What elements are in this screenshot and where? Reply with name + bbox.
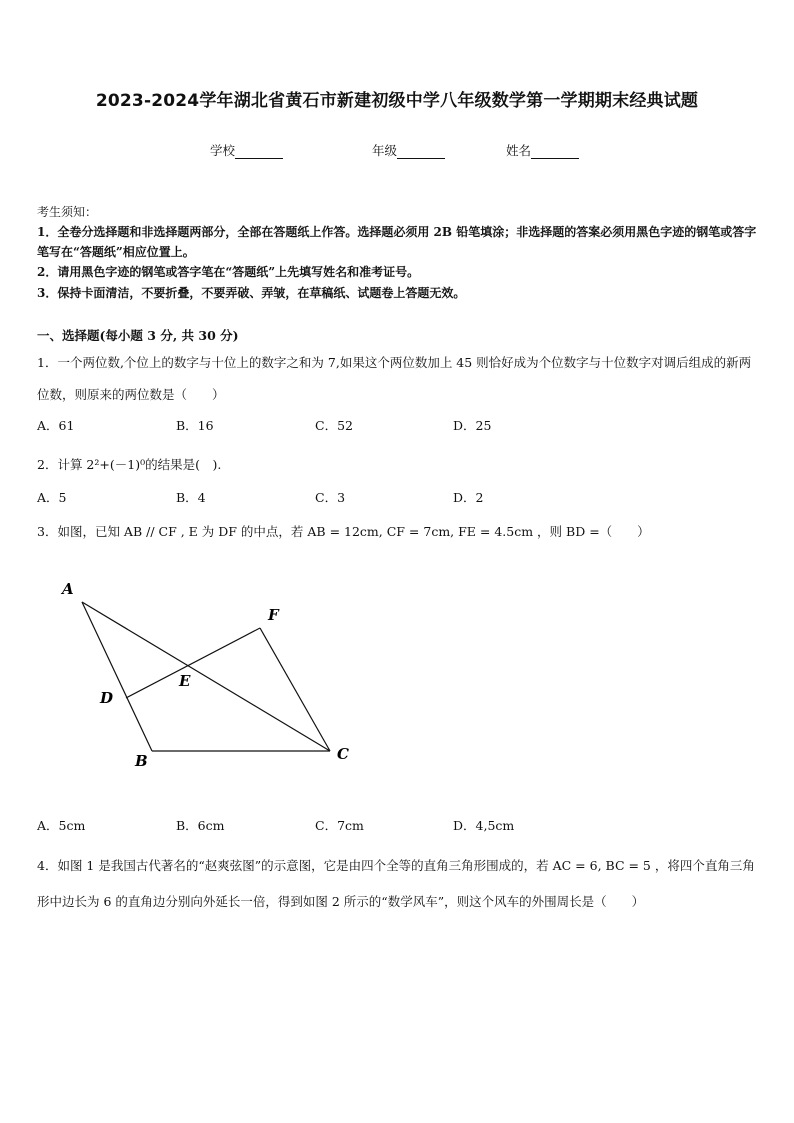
name-field bbox=[506, 141, 579, 159]
grade-blank bbox=[397, 146, 445, 159]
q1-option-a: A．61 bbox=[37, 418, 75, 433]
q1-option-c: C．52 bbox=[315, 418, 353, 433]
q1-option-d: D．25 bbox=[453, 418, 492, 433]
q3-option-a: A．5cm bbox=[37, 818, 86, 833]
school-label: 学校 bbox=[210, 143, 236, 158]
segment-ab bbox=[82, 602, 152, 751]
page-title: 2023-2024学年湖北省黄石市新建初级中学八年级数学第一学期期末经典试题 bbox=[95, 91, 699, 111]
notice-item-1: 1．全卷分选择题和非选择题两部分，全部在答题纸上作答。选择题必须用 2B 铅笔填涂；非选择题的答案必须用黑色字迹的钢笔或答字笔写在“答题纸”相应位置上。 bbox=[37, 225, 757, 259]
school-blank bbox=[235, 146, 283, 159]
label-e: E bbox=[179, 672, 191, 690]
question-2-options bbox=[37, 488, 759, 506]
q1-option-b: B．16 bbox=[176, 418, 214, 433]
question-3-stem: 3．如图，已知 AB // CF , E 为 DF 的中点，若 AB = 12cm, CF = 7cm, FE = 4.5cm ，则 BD =（ ） bbox=[37, 524, 650, 539]
q2-option-a: A．5 bbox=[37, 490, 67, 505]
name-label: 姓名 bbox=[506, 143, 532, 158]
segment-ac bbox=[82, 602, 330, 751]
label-f: F bbox=[268, 606, 279, 624]
name-blank bbox=[531, 146, 579, 159]
notice-item-2: 2．请用黑色字迹的钢笔或答字笔在“答题纸”上先填写姓名和准考证号。 bbox=[37, 265, 420, 279]
label-d: D bbox=[100, 689, 114, 707]
label-c: C bbox=[337, 745, 349, 763]
q3-option-b: B．6cm bbox=[176, 818, 225, 833]
q2-option-c: C．3 bbox=[315, 490, 346, 505]
section-heading: 一、选择题(每小题 3 分, 共 30 分) bbox=[37, 328, 239, 343]
notice-heading: 考生须知： bbox=[37, 205, 98, 219]
question-2-stem: 2．计算 2²+(－1)⁰的结果是( ). bbox=[37, 457, 222, 472]
question-3-options bbox=[37, 816, 759, 834]
notice-item-3: 3．保持卡面清洁，不要折叠，不要弄破、弄皱，在草稿纸、试题卷上答题无效。 bbox=[37, 286, 466, 300]
school-field bbox=[210, 141, 283, 159]
grade-label: 年级 bbox=[372, 143, 398, 158]
segment-df bbox=[126, 628, 260, 698]
q2-option-d: D．2 bbox=[453, 490, 484, 505]
question-1-options bbox=[37, 416, 759, 434]
label-a: A bbox=[62, 580, 74, 598]
grade-field bbox=[372, 141, 445, 159]
q3-option-d: D．4,5cm bbox=[453, 818, 515, 833]
q2-option-b: B．4 bbox=[176, 490, 206, 505]
q3-option-c: C．7cm bbox=[315, 818, 364, 833]
geometry-figure bbox=[40, 570, 380, 780]
segment-cf bbox=[260, 628, 330, 751]
label-b: B bbox=[135, 752, 148, 770]
question-4-stem: 4．如图 1 是我国古代著名的“赵爽弦图”的示意图，它是由四个全等的直角三角形围成的，若 AC = 6, BC = 5 ，将四个直角三角形中边长为 6 的直角边分别向外延长一倍，得到如图 2 所示的“数学风车”，则这个风车的外围周长是（ ） bbox=[37, 858, 755, 909]
question-1-stem: 1．一个两位数,个位上的数字与十位上的数字之和为 7,如果这个两位数加上 45 则恰好成为个位数字与十位数字对调后组成的新两位数，则原来的两位数是（ ） bbox=[37, 355, 752, 402]
